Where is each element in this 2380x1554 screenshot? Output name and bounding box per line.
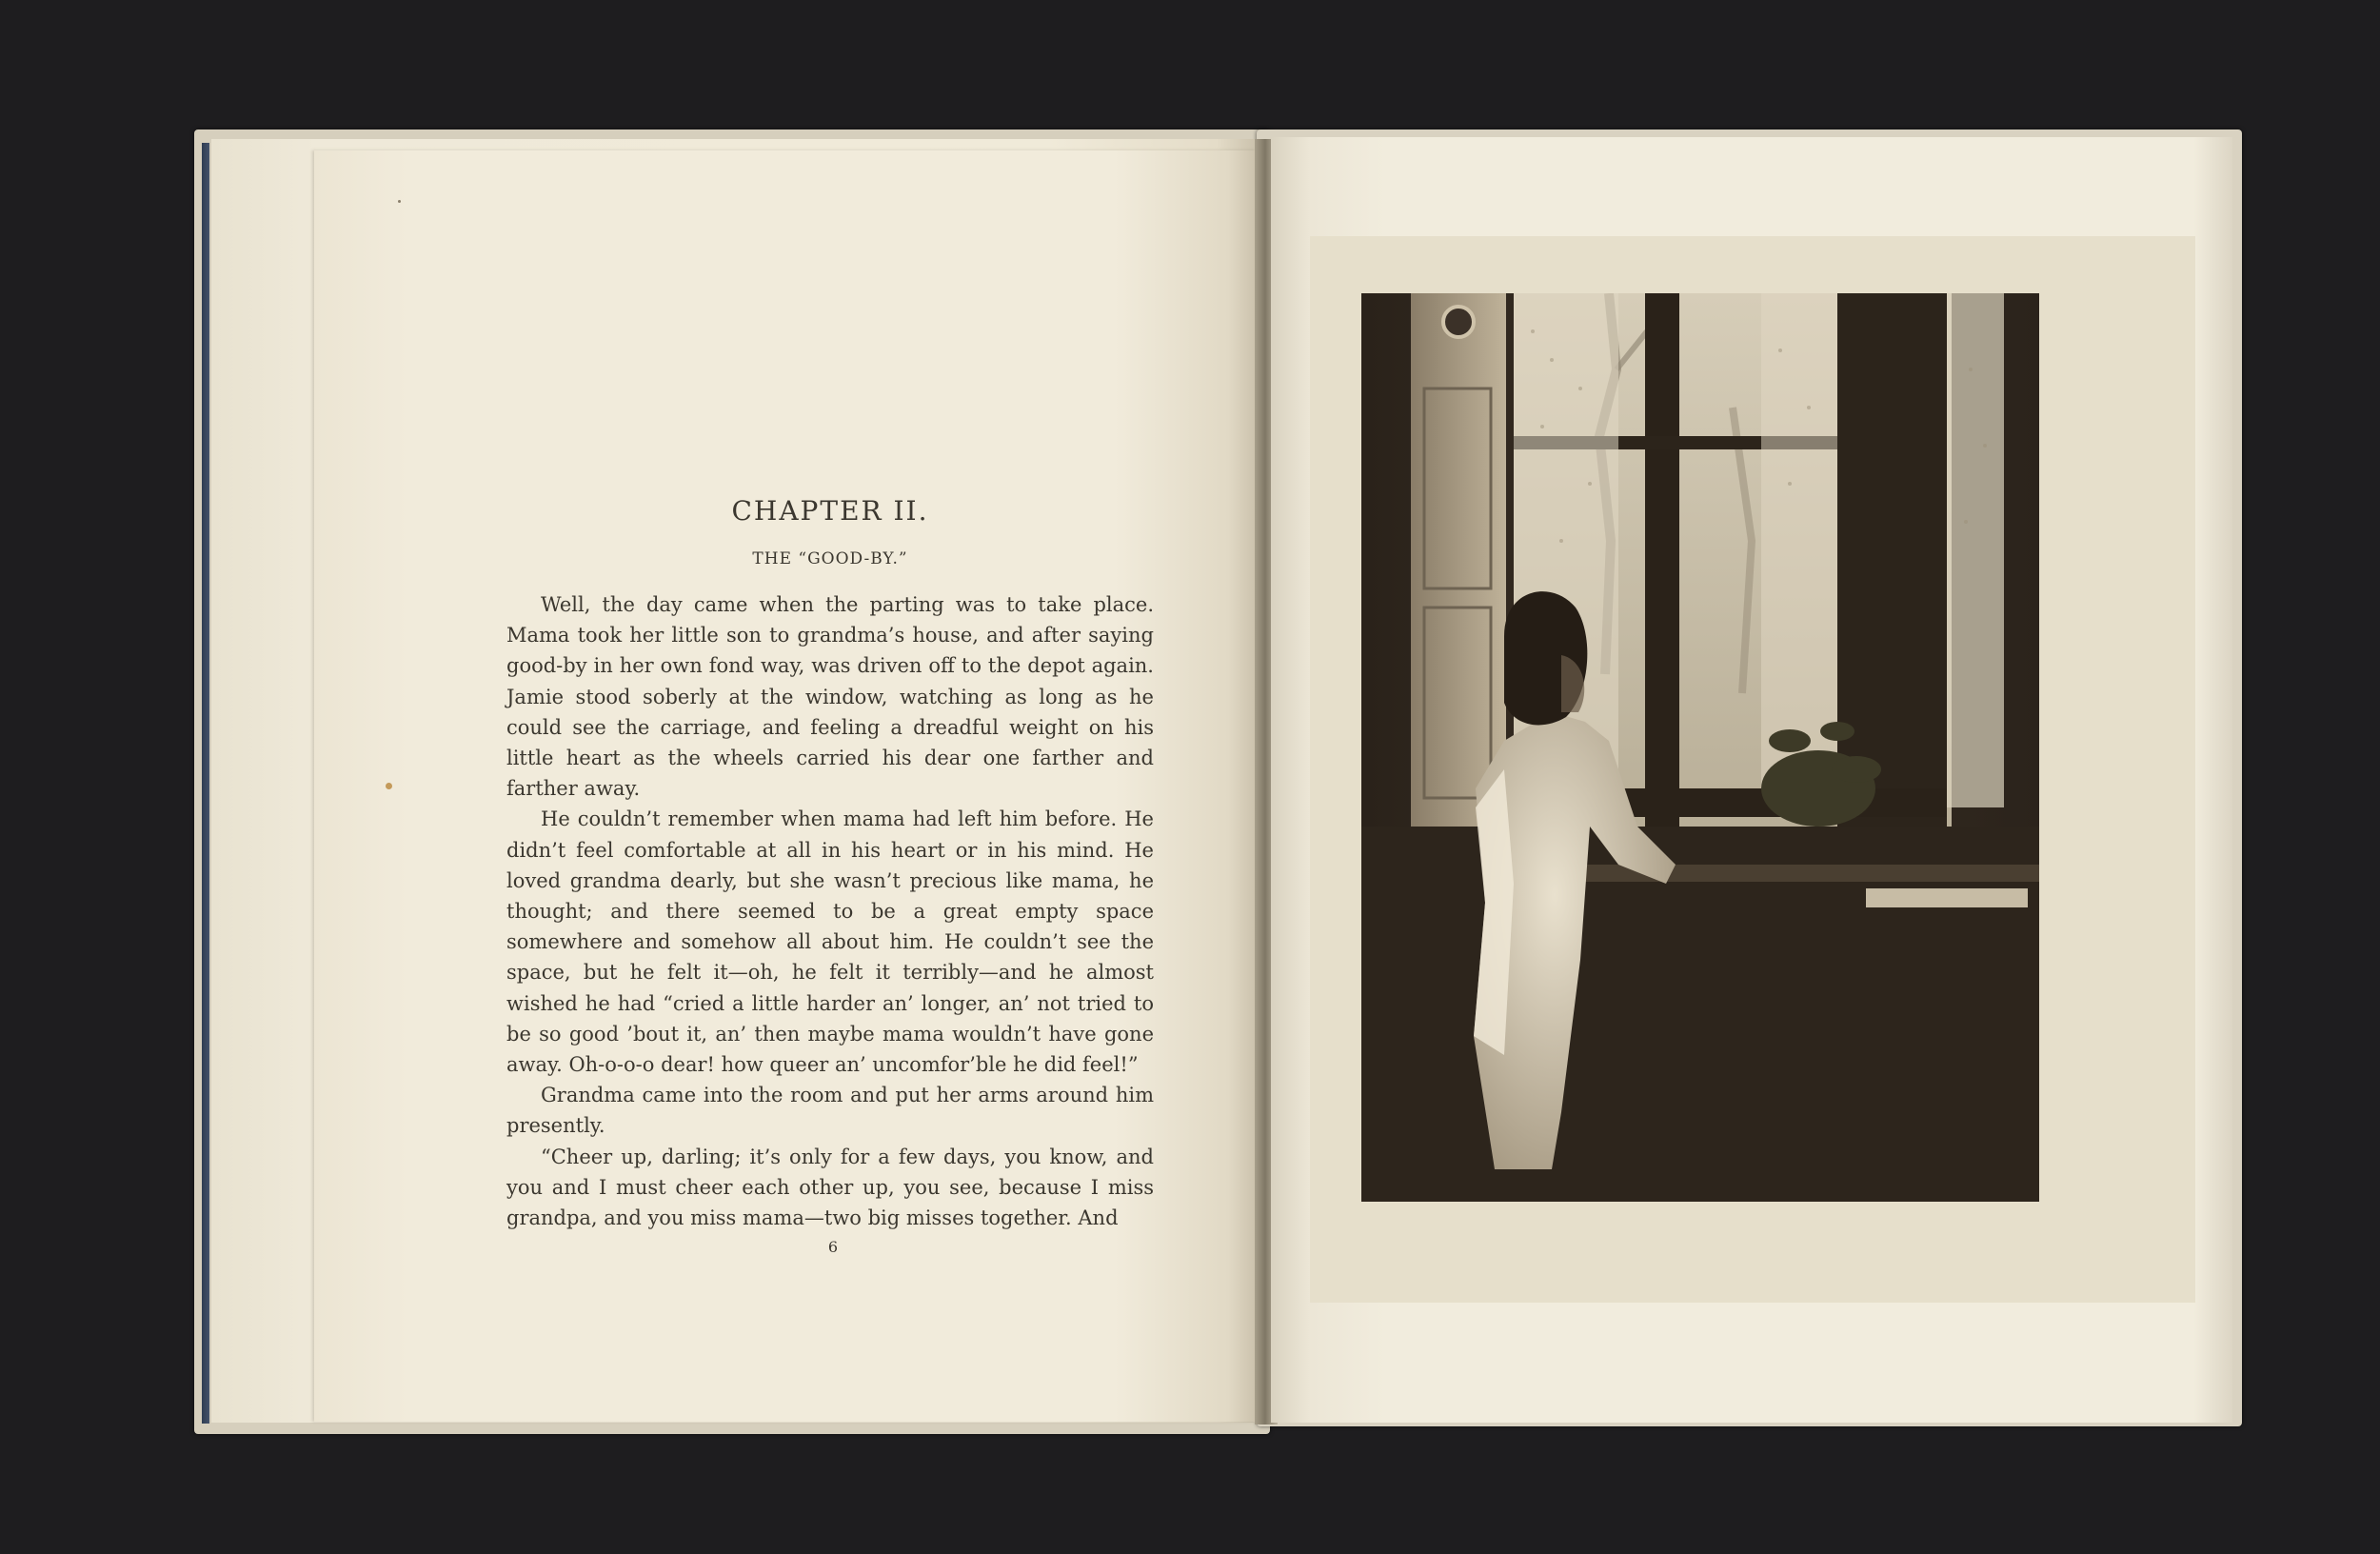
- chapter-title: CHAPTER II.: [731, 495, 929, 527]
- paragraph-4: “Cheer up, darling; it’s only for a few days, you know, and you and I must cheer each other up, you see, because I miss grandpa, and you miss mama—two big misses together. And: [506, 1145, 1154, 1230]
- paragraph-3: Grandma came into the room and put her arms around him presently.: [506, 1084, 1154, 1138]
- chapter-subtitle: THE “GOOD-BY.”: [752, 549, 908, 568]
- book-spine-edge: [202, 143, 209, 1424]
- paper-speck: [398, 200, 401, 203]
- page-number: 6: [827, 1238, 839, 1256]
- paragraph-1: Well, the day came when the parting was to take place. Mama took her little son to grandma’s house, and after saying good-by in her own fond way, was driven off to the depot again. Jamie stood soberly at the window, watching as long as he could see the carriage, and feeling a dreadful weight on his little heart as the wheels carried his dear one farther and farther away.: [506, 593, 1154, 801]
- photograph-child-at-window: [1361, 293, 2039, 1202]
- chapter-text: [506, 495, 1154, 1233]
- paper-speck: [386, 783, 392, 789]
- photo-illustration: [1361, 293, 2039, 1202]
- paragraph-2: He couldn’t remember when mama had left him before. He didn’t feel comfortable at all in his heart or in his mind. He loved grandma dearly, but she wasn’t precious like mama, he thought; and there seemed to be a great empty space somewhere and somehow all about him. He couldn’t see the space, but he felt it—oh, he felt it terribly—and he almost wished he had “cried a little harder an’ longer, an’ not tried to be so good ’bout it, an’ then maybe mama wouldn’t have gone away. Oh-o-o-o dear! how queer an’ uncomfor’ble he did feel!”: [506, 807, 1154, 1077]
